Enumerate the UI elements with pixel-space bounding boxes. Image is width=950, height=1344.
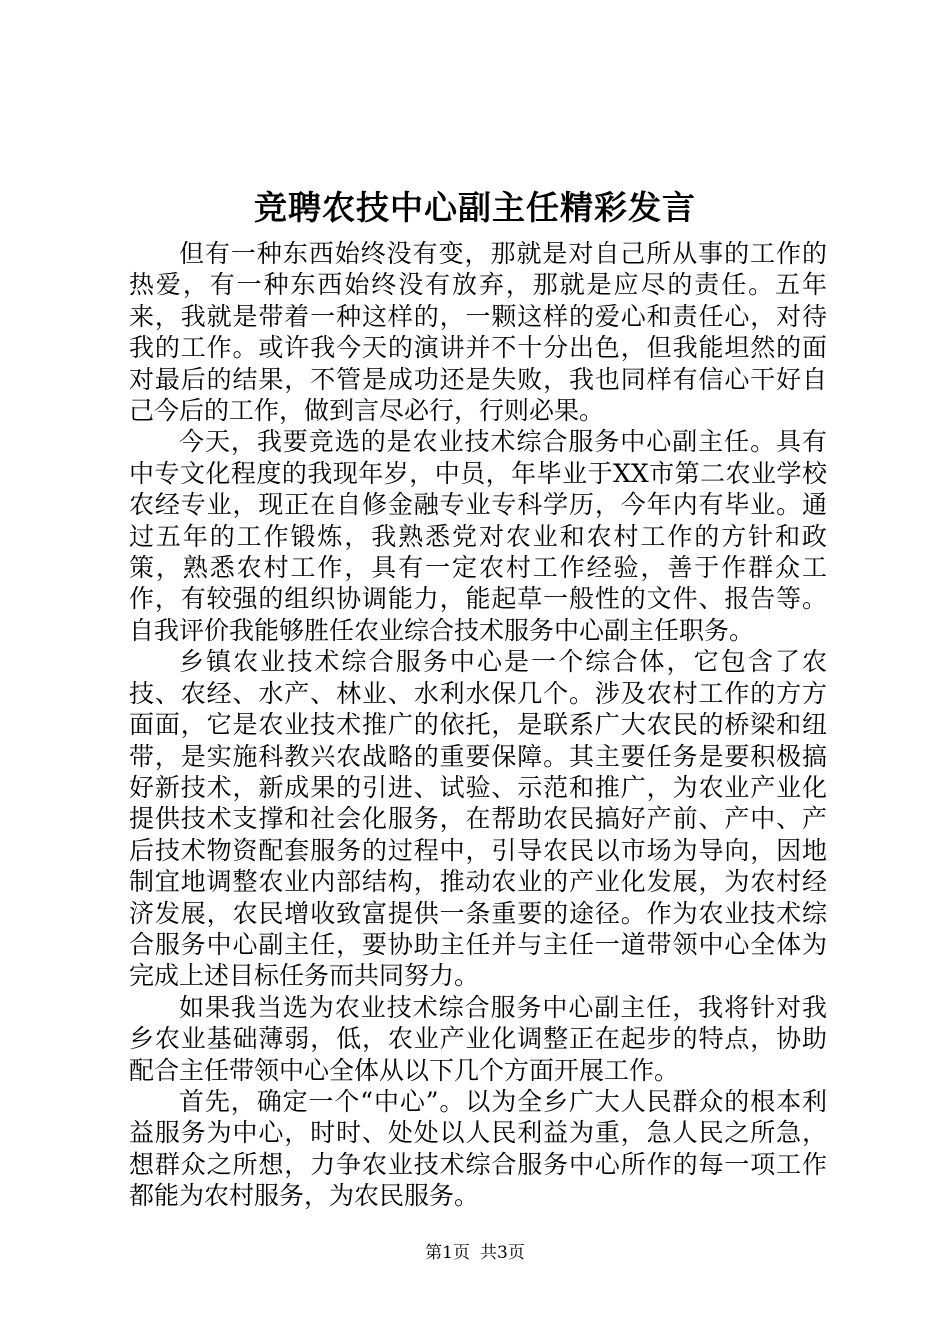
document-body [129,238,827,1212]
paragraph: 今天，我要竞选的是农业技术综合服务中心副主任。具有中专文化程度的我现年岁，中员，年毕业于XX市第二农业学校农经专业，现正在自修金融专业专科学历，今年内有毕业。通过五年的工作锻炼，我熟悉党对农业和农村工作的方针和政策，熟悉农村工作，具有一定农村工作经验，善于作群众工作，有较强的组织协调能力，能起草一般性的文件、报告等。自我评价我能够胜任农业综合技术服务中心副主任职务。 [129,427,827,645]
document-title: 竞聘农技中心副主任精彩发言 [254,188,696,227]
page-footer [0,1242,950,1264]
paragraph: 乡镇农业技术综合服务中心是一个综合体，它包含了农技、农经、水产、林业、水利水保几个。涉及农村工作的方方面面，它是农业技术推广的依托，是联系广大农民的桥梁和纽带，是实施科教兴农战略的重要保障。其主要任务是要积极搞好新技术，新成果的引进、试验、示范和推广，为农业产业化提供技术支撑和社会化服务，在帮助农民搞好产前、产中、产后技术物资配套服务的过程中，引导农民以市场为导向，因地制宜地调整农业内部结构，推动农业的产业化发展，为农村经济发展，农民增收致富提供一条重要的途径。作为农业技术综合服务中心副主任，要协助主任并与主任一道带领中心全体为完成上述目标任务而共同努力。 [129,647,827,991]
page-number: 第1页 [425,1243,470,1263]
paragraph: 但有一种东西始终没有变，那就是对自己所从事的工作的热爱，有一种东西始终没有放弃，那就是应尽的责任。五年来，我就是带着一种这样的，一颗这样的爱心和责任心，对待我的工作。或许我今天的演讲并不十分出色，但我能坦然的面对最后的结果，不管是成功还是失败，我也同样有信心干好自己今后的工作，做到言尽必行，行则必果。 [129,239,827,426]
paragraph: 首先，确定一个“中心”。以为全乡广大人民群众的根本利益服务为中心，时时、处处以人民利益为重，急人民之所急，想群众之所想，力争农业技术综合服务中心所作的每一项工作都能为农村服务，为农民服务。 [129,1086,827,1211]
paragraph: 如果我当选为农业技术综合服务中心副主任，我将针对我乡农业基础薄弱，低，农业产业化调整正在起步的特点，协助配合主任带领中心全体从以下几个方面开展工作。 [129,992,827,1085]
page-total: 共3页 [480,1243,525,1263]
